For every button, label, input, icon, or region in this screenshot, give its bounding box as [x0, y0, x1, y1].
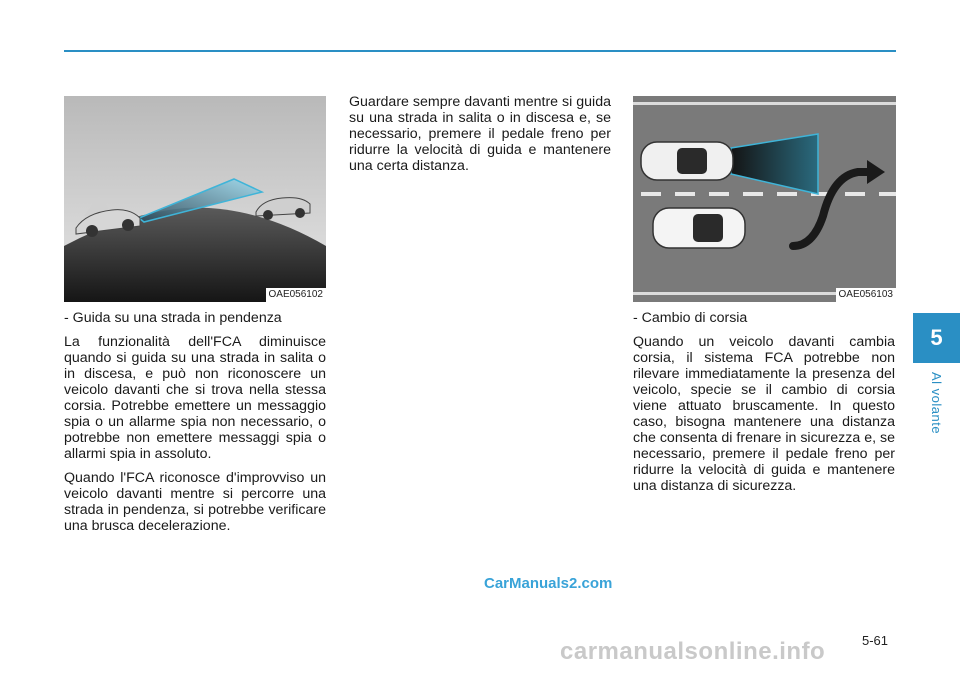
hill-scene-image [64, 96, 326, 302]
figure-code: OAE056103 [836, 288, 897, 302]
paragraph: Quando un veicolo davanti cambia corsia, il sistema FCA potrebbe non rilevare immediatamente la presenza del veicolo, specie se il cambio di corsia viene attuato bruscamente. In questo caso, bisogna mantenere una distanza che consenta di frenare in sicurezza e, se necessario, premere il pedale freno per ridurre la velocità di guida e mantenere una distanza di sicurezza. [633, 334, 895, 494]
watermark-link[interactable]: CarManuals2.com [484, 575, 613, 592]
middle-text-column [349, 94, 611, 182]
lane-change-scene-image [633, 96, 896, 302]
chapter-number: 5 [930, 325, 943, 350]
caption: - Guida su una strada in pendenza [64, 310, 282, 326]
paragraph: Quando l'FCA riconosce d'improvviso un veicolo davanti mentre si percorre una strada in pendenza, si potrebbe verificare una brusca decelerazione. [64, 470, 326, 534]
lane-change-illustration [633, 96, 896, 302]
hill-road-illustration [64, 96, 326, 302]
left-text-column [64, 310, 326, 542]
right-text-column [633, 310, 895, 502]
chapter-tab[interactable] [913, 313, 960, 363]
paragraph: La funzionalità dell'FCA diminuisce quando si guida su una strada in salita o in discesa, e può non riconoscere un veicolo davanti che si trova nella stessa corsia. Potrebbe emettere un messaggio spia o un allarme spia non necessario, o potrebbe non emettere messaggi spia o allarmi spia in assoluto. [64, 334, 326, 462]
chapter-title: Al volante [929, 372, 944, 435]
watermark-footer: carmanualsonline.info [560, 638, 826, 665]
header-rule [64, 50, 896, 52]
page-number: 5-61 [862, 633, 889, 648]
paragraph: Guardare sempre davanti mentre si guida su una strada in salita o in discesa e, se necessario, premere il pedale freno per ridurre la velocità di guida e mantenere una certa distanza. [349, 94, 611, 174]
caption: - Cambio di corsia [633, 310, 748, 326]
figure-code: OAE056102 [266, 288, 327, 302]
